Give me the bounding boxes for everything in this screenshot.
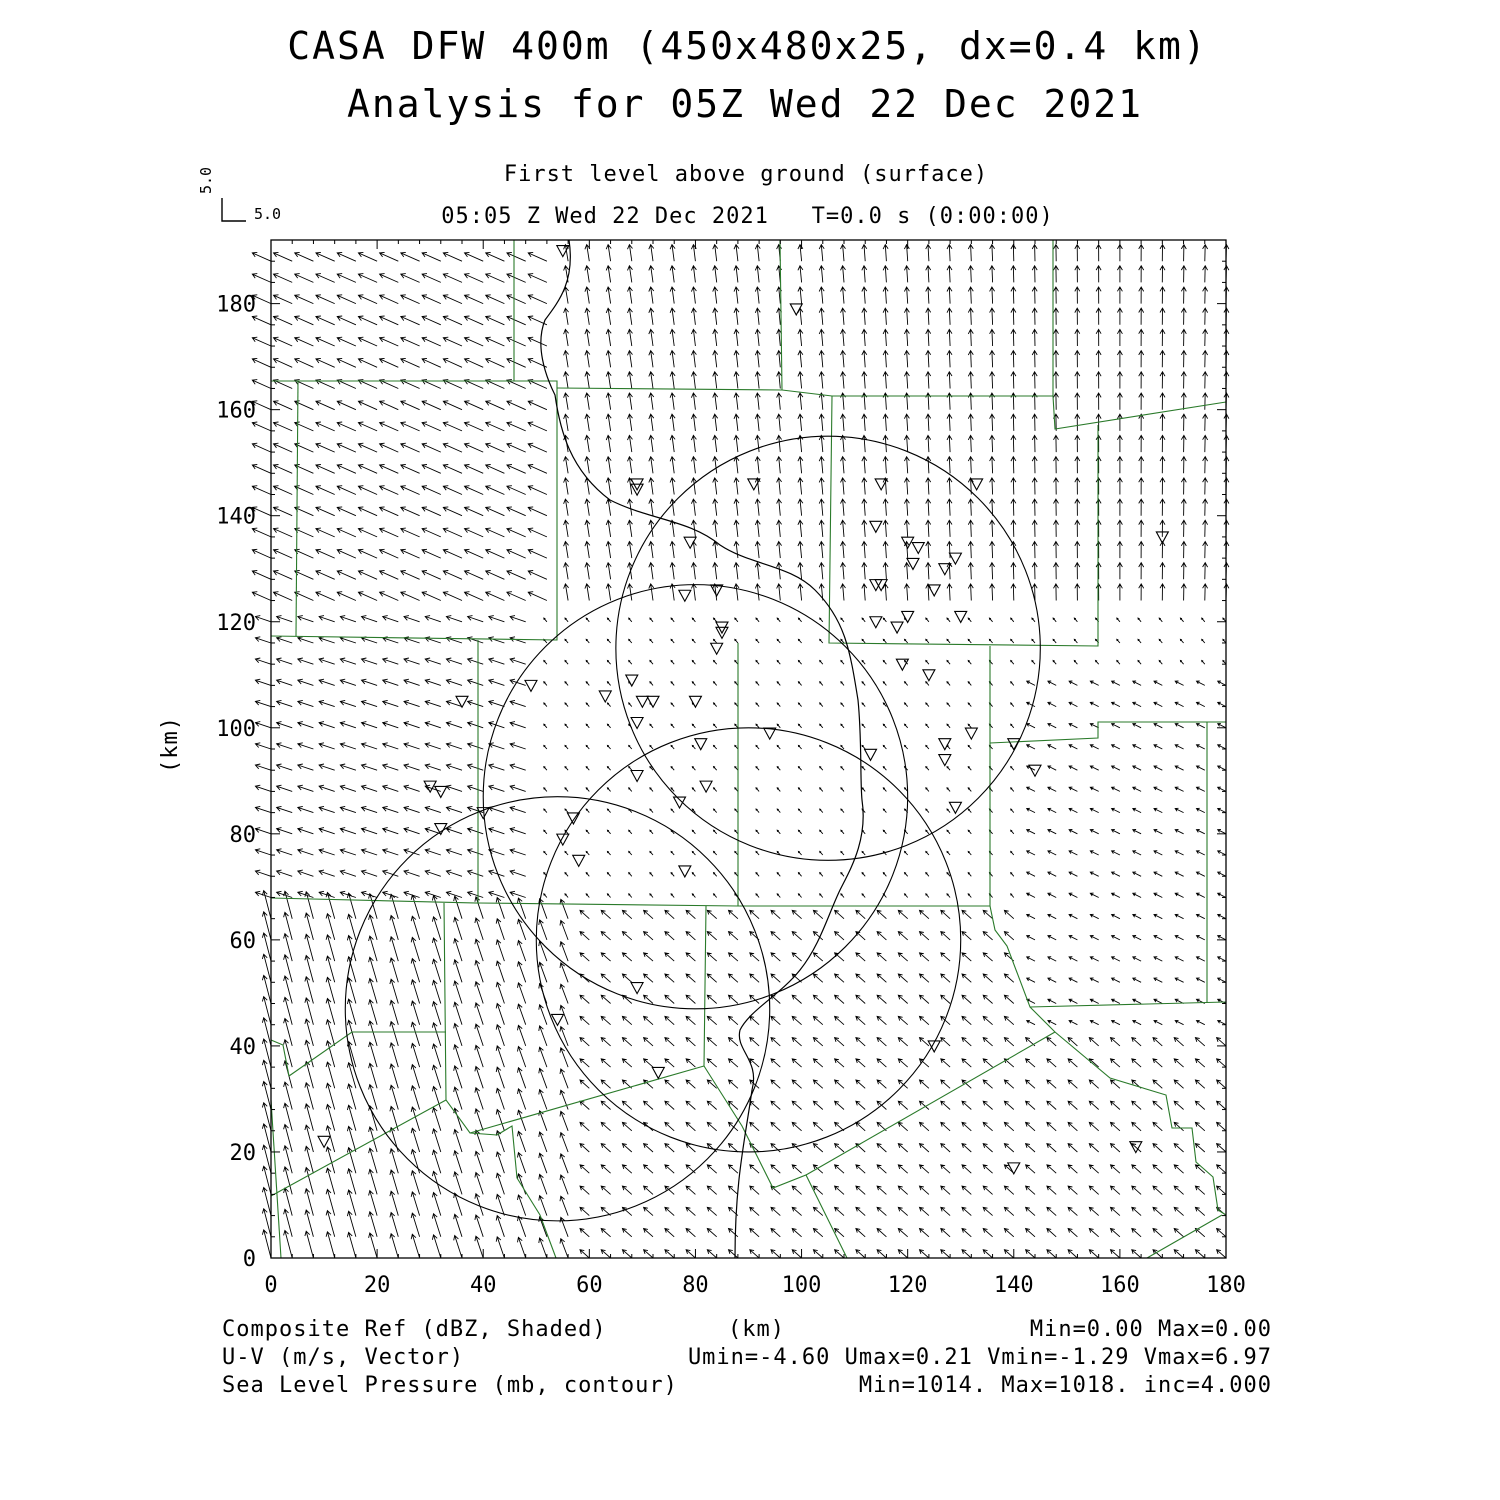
- triangle-down-icon: [912, 543, 924, 554]
- county-boundaries: [271, 240, 1226, 1258]
- triangle-down-icon: [891, 622, 903, 633]
- x-tick-label: 20: [363, 1273, 391, 1298]
- y-tick-label: 160: [216, 398, 256, 424]
- county-boundary: [1053, 396, 1226, 429]
- triangle-down-icon: [525, 680, 537, 691]
- triangle-down-icon: [711, 643, 723, 654]
- legend-field2-range: Umin=-4.60 Umax=0.21 Vmin=-1.29 Vmax=6.97: [687, 1345, 1272, 1370]
- vector-scale-key: [222, 198, 246, 221]
- wind-vectors: [252, 245, 1229, 1258]
- y-tick-label: 100: [216, 716, 256, 742]
- plot-frame: [271, 240, 1226, 1258]
- triangle-down-icon: [865, 749, 877, 760]
- x-tick-label: 40: [469, 1273, 497, 1298]
- county-boundary: [1147, 1215, 1222, 1258]
- triangle-down-icon: [557, 834, 569, 845]
- triangle-down-icon: [626, 675, 638, 686]
- county-boundary: [806, 1032, 1055, 1175]
- triangle-down-icon: [647, 696, 659, 707]
- triangle-down-icon: [870, 617, 882, 628]
- triangle-down-icon: [435, 786, 447, 797]
- y-axis-label: (km): [158, 716, 183, 773]
- triangle-down-icon: [631, 717, 643, 728]
- county-boundary: [990, 906, 1226, 1007]
- triangle-down-icon: [679, 590, 691, 601]
- x-tick-label: 60: [576, 1273, 603, 1298]
- radar-range-ring: [536, 728, 960, 1152]
- triangle-down-icon: [679, 866, 691, 877]
- vector-scale-u-label: 5.0: [254, 205, 282, 223]
- triangle-down-icon: [631, 983, 643, 994]
- x-tick-label: 120: [887, 1273, 928, 1298]
- x-tick-label: 0: [264, 1273, 278, 1298]
- triangle-down-icon: [689, 696, 701, 707]
- triangle-down-icon: [1008, 1163, 1020, 1174]
- radar-range-rings: [345, 436, 1040, 1221]
- legend-field3: Sea Level Pressure (mb, contour): [222, 1373, 678, 1398]
- chart-subtitle: Analysis for 05Z Wed 22 Dec 2021: [346, 82, 1144, 126]
- triangle-down-icon: [949, 802, 961, 813]
- triangle-down-icon: [700, 781, 712, 792]
- county-boundary: [289, 1032, 446, 1076]
- y-tick-label: 0: [242, 1247, 256, 1272]
- county-boundary: [271, 1100, 446, 1196]
- y-tick-label: 40: [229, 1034, 256, 1060]
- county-boundary: [704, 1066, 847, 1258]
- vector-scale-v-label: 5.0: [197, 166, 215, 194]
- valid-time-label: 05:05 Z Wed 22 Dec 2021 T=0.0 s (0:00:00): [441, 204, 1054, 229]
- y-tick-label: 180: [216, 292, 256, 318]
- legend-field1: Composite Ref (dBZ, Shaded): [222, 1317, 607, 1342]
- triangle-down-icon: [636, 696, 648, 707]
- y-tick-label: 140: [216, 504, 256, 530]
- y-tick-label: 20: [229, 1140, 256, 1166]
- y-tick-label: 120: [216, 610, 256, 636]
- county-boundary: [738, 646, 990, 906]
- triangle-down-icon: [1029, 765, 1041, 776]
- x-tick-label: 180: [1206, 1273, 1246, 1298]
- county-boundary: [782, 240, 1053, 396]
- x-tick-label: 140: [993, 1273, 1034, 1298]
- triangle-down-icon: [939, 755, 951, 766]
- plot-border: [271, 240, 1226, 1258]
- x-tick-label: 160: [1100, 1273, 1140, 1298]
- vector-scale-arrow: [222, 198, 246, 221]
- county-boundary: [990, 722, 1207, 1002]
- wind-vector-field: [252, 245, 1229, 1258]
- triangle-down-icon: [949, 553, 961, 564]
- triangle-down-icon: [902, 611, 914, 622]
- triangle-down-icon: [599, 691, 611, 702]
- triangle-down-icon: [907, 558, 919, 569]
- triangle-down-icon: [955, 611, 967, 622]
- triangle-down-icon: [318, 1136, 330, 1147]
- chart-title: CASA DFW 400m (450x480x25, dx=0.4 km): [287, 24, 1208, 68]
- triangle-down-icon: [652, 1067, 664, 1078]
- x-axis-label: (km): [728, 1317, 785, 1342]
- county-boundary: [444, 903, 497, 1135]
- county-boundary: [497, 1126, 556, 1258]
- triangle-down-icon: [896, 659, 908, 670]
- county-boundary: [557, 240, 782, 390]
- legend-field3-range: Min=1014. Max=1018. inc=4.000: [858, 1373, 1272, 1398]
- x-tick-label: 80: [682, 1273, 709, 1298]
- triangle-down-icon: [674, 797, 686, 808]
- triangle-down-icon: [573, 855, 585, 866]
- county-boundary: [271, 1100, 281, 1258]
- y-tick-label: 60: [229, 928, 256, 954]
- legend-field1-range: Min=0.00 Max=0.00: [1029, 1317, 1272, 1342]
- triangle-down-icon: [965, 728, 977, 739]
- level-label: First level above ground (surface): [503, 162, 989, 187]
- x-tick-label: 100: [781, 1273, 822, 1298]
- axis-ticks: [216, 240, 1246, 1298]
- triangle-down-icon: [695, 739, 707, 750]
- triangle-down-icon: [870, 521, 882, 532]
- triangle-down-icon: [923, 670, 935, 681]
- county-boundary: [470, 906, 706, 1133]
- legend-field2: U-V (m/s, Vector): [222, 1345, 465, 1370]
- triangle-down-icon: [631, 771, 643, 782]
- y-tick-label: 80: [229, 822, 256, 848]
